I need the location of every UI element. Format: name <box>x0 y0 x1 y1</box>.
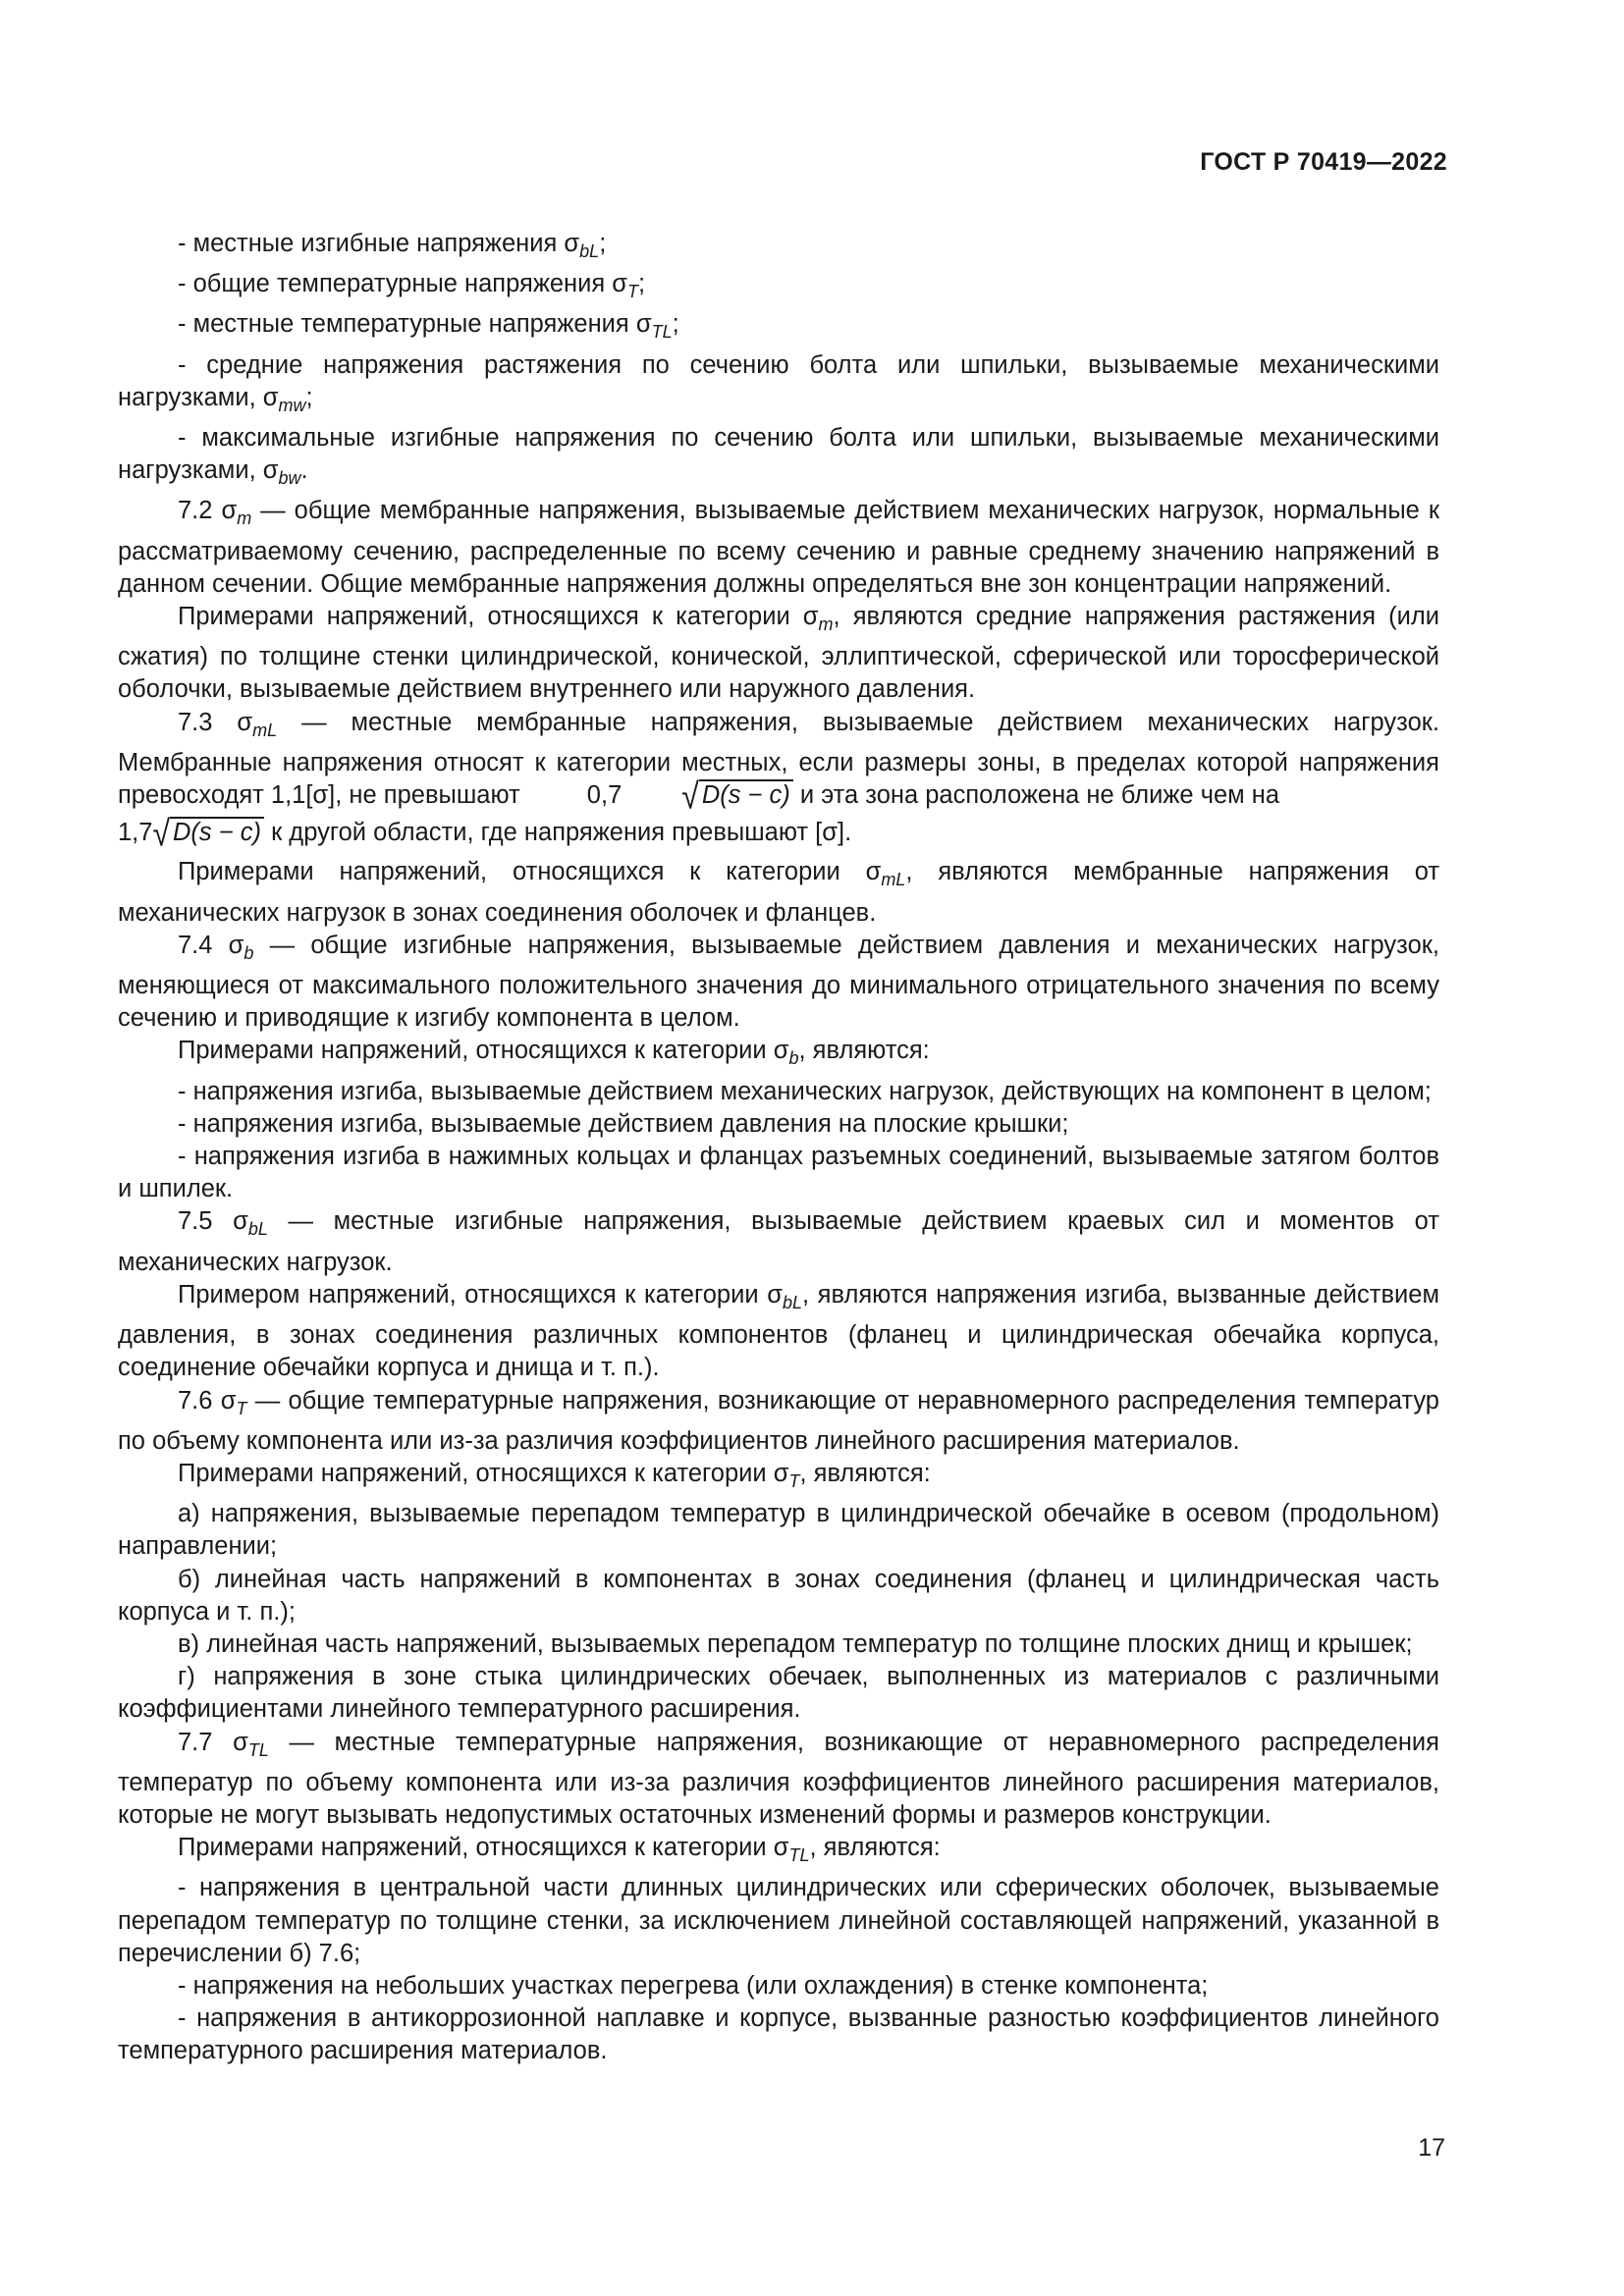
clause-7-6-examples: Примерами напряжений, относящихся к категории $\sigma_T$, являются: <box>178 1459 931 1491</box>
list-item: - напряжения в центральной части длинных цилиндрических или сферических оболочек, вызываемые перепадом температур по толщине стенки, за исключением линейной составляющей напряжений, указанной в перечислении б) 7.6; <box>118 1874 1439 1967</box>
clause-7-5-examples: Примером напряжений, относящихся к категории $\sigma_{bL}$, являются напряжения изгиба, вызванные действием давления, в зонах соединения различных компонентов (фланец и цилиндрическая обечайка корпуса, соединение обечайки корпуса и днища и т. п.). <box>118 1280 1439 1382</box>
document-body <box>118 228 1439 2068</box>
clause-7-2-examples: Примерами напряжений, относящихся к категории $\sigma_m$, являются средние напряжения растяжения (или сжатия) по толщине стенки цилиндрической, конической, эллиптической, сферической или торосферической оболочки, вызываемые действием внутреннего или наружного давления. <box>118 603 1439 704</box>
clause-7-3-continuation: 1,7√ D(s − c) к другой области, где напряжения превышают [σ]. <box>118 813 852 854</box>
clause-7-6: 7.6 $\sigma_T$ — общие температурные напряжения, возникающие от неравномерного распределения температур по объему компонента или из-за различия коэффициентов линейного расширения материалов. <box>118 1386 1439 1455</box>
list-item: б) линейная часть напряжений в компонентах в зонах соединения (фланец и цилиндрическая часть корпуса и т. п.); <box>118 1565 1439 1626</box>
list-item: в) линейная часть напряжений, вызываемых перепадом температур по толщине плоских днищ и крышек; <box>178 1629 1413 1658</box>
document-code-header: ГОСТ Р 70419—2022 <box>1200 148 1447 176</box>
list-item: - общие температурные напряжения $\sigma_T$; <box>178 270 646 302</box>
clause-7-7: 7.7 $\sigma_{TL}$ — местные температурные напряжения, возникающие от неравномерного распределения температур по объему компонента или из-за различия коэффициентов линейного расширения материалов, которые не могут вызывать недопустимых остаточных изменений формы и размеров конструкции. <box>118 1728 1439 1829</box>
list-item: - напряжения изгиба, вызываемые действием механических нагрузок, действующих на компонент в целом; <box>178 1077 1432 1105</box>
list-item: - местные изгибные напряжения $\sigma_{bL}$; <box>178 230 607 261</box>
list-item: - средние напряжения растяжения по сечению болта или шпильки, вызываемые механическими нагрузками, $\sigma_{mw}$; <box>118 350 1439 415</box>
root-formula-2: 1,7√ D(s − c) <box>118 817 264 850</box>
clause-7-5: 7.5 $\sigma_{bL}$ — местные изгибные напряжения, вызываемые действием краевых сил и моментов от механических нагрузок. <box>118 1207 1439 1276</box>
list-item: - напряжения на небольших участках перегрева (или охлаждения) в стенке компонента; <box>178 1971 1209 2000</box>
list-item: - напряжения в антикоррозионной наплавке и корпусе, вызванные разностью коэффициентов линейного температурного расширения материалов. <box>118 2004 1439 2065</box>
list-item: - напряжения изгиба, вызываемые действием давления на плоские крышки; <box>178 1109 1069 1138</box>
page-number: 17 <box>1418 2134 1445 2162</box>
list-item: а) напряжения, вызываемые перепадом температур в цилиндрической обечайке в осевом (продольном) направлении; <box>118 1500 1439 1561</box>
clause-7-2: 7.2 $\sigma_m$ — общие мембранные напряжения, вызываемые действием механических нагрузок, нормальные к рассматриваемому сечению, распределенные по всему сечению и равные среднему значению напряжений в данном сечении. Общие мембранные напряжения должны определяться вне зон концентрации напряжений. <box>118 497 1439 598</box>
clause-7-3: 7.3 $\sigma_{mL}$ — местные мембранные напряжения, вызываемые действием механических нагрузок. Мембранные напряжения относят к категории местных, если размеры зоны, в пределах которой напряжения превосходят 1,1[σ], не превышают 0,7 √ D(s − c) и эта зона расположена не ближе чем на <box>118 708 1439 817</box>
clause-7-7-examples: Примерами напряжений, относящихся к категории $\sigma_{TL}$, являются: <box>178 1834 941 1866</box>
list-item: г) напряжения в зоне стыка цилиндрических обечаек, выполненных из материалов с различными коэффициентами линейного температурного расширения. <box>118 1663 1439 1724</box>
clause-7-3-examples: Примерами напряжений, относящихся к категории $\sigma_{mL}$, являются мембранные напряжения от механических нагрузок в зонах соединения оболочек и фланцев. <box>118 858 1440 927</box>
clause-7-4: 7.4 $\sigma_b$ — общие изгибные напряжения, вызываемые действием давления и механических нагрузок, меняющиеся от максимального положительного значения до минимального отрицательного значения по всему сечению и приводящие к изгибу компонента в целом. <box>118 931 1439 1033</box>
list-item: - напряжения изгиба в нажимных кольцах и фланцах разъемных соединений, вызываемые затягом болтов и шпилек. <box>118 1143 1439 1203</box>
list-item: - максимальные изгибные напряжения по сечению болта или шпильки, вызываемые механическими нагрузками, $\sigma_{bw}$. <box>118 424 1439 489</box>
root-formula-1: 0,7 √ D(s − c) <box>527 779 793 813</box>
clause-7-4-examples: Примерами напряжений, относящихся к категории $\sigma_b$, являются: <box>178 1037 930 1069</box>
list-item: - местные температурные напряжения $\sigma_{TL}$; <box>178 310 679 343</box>
